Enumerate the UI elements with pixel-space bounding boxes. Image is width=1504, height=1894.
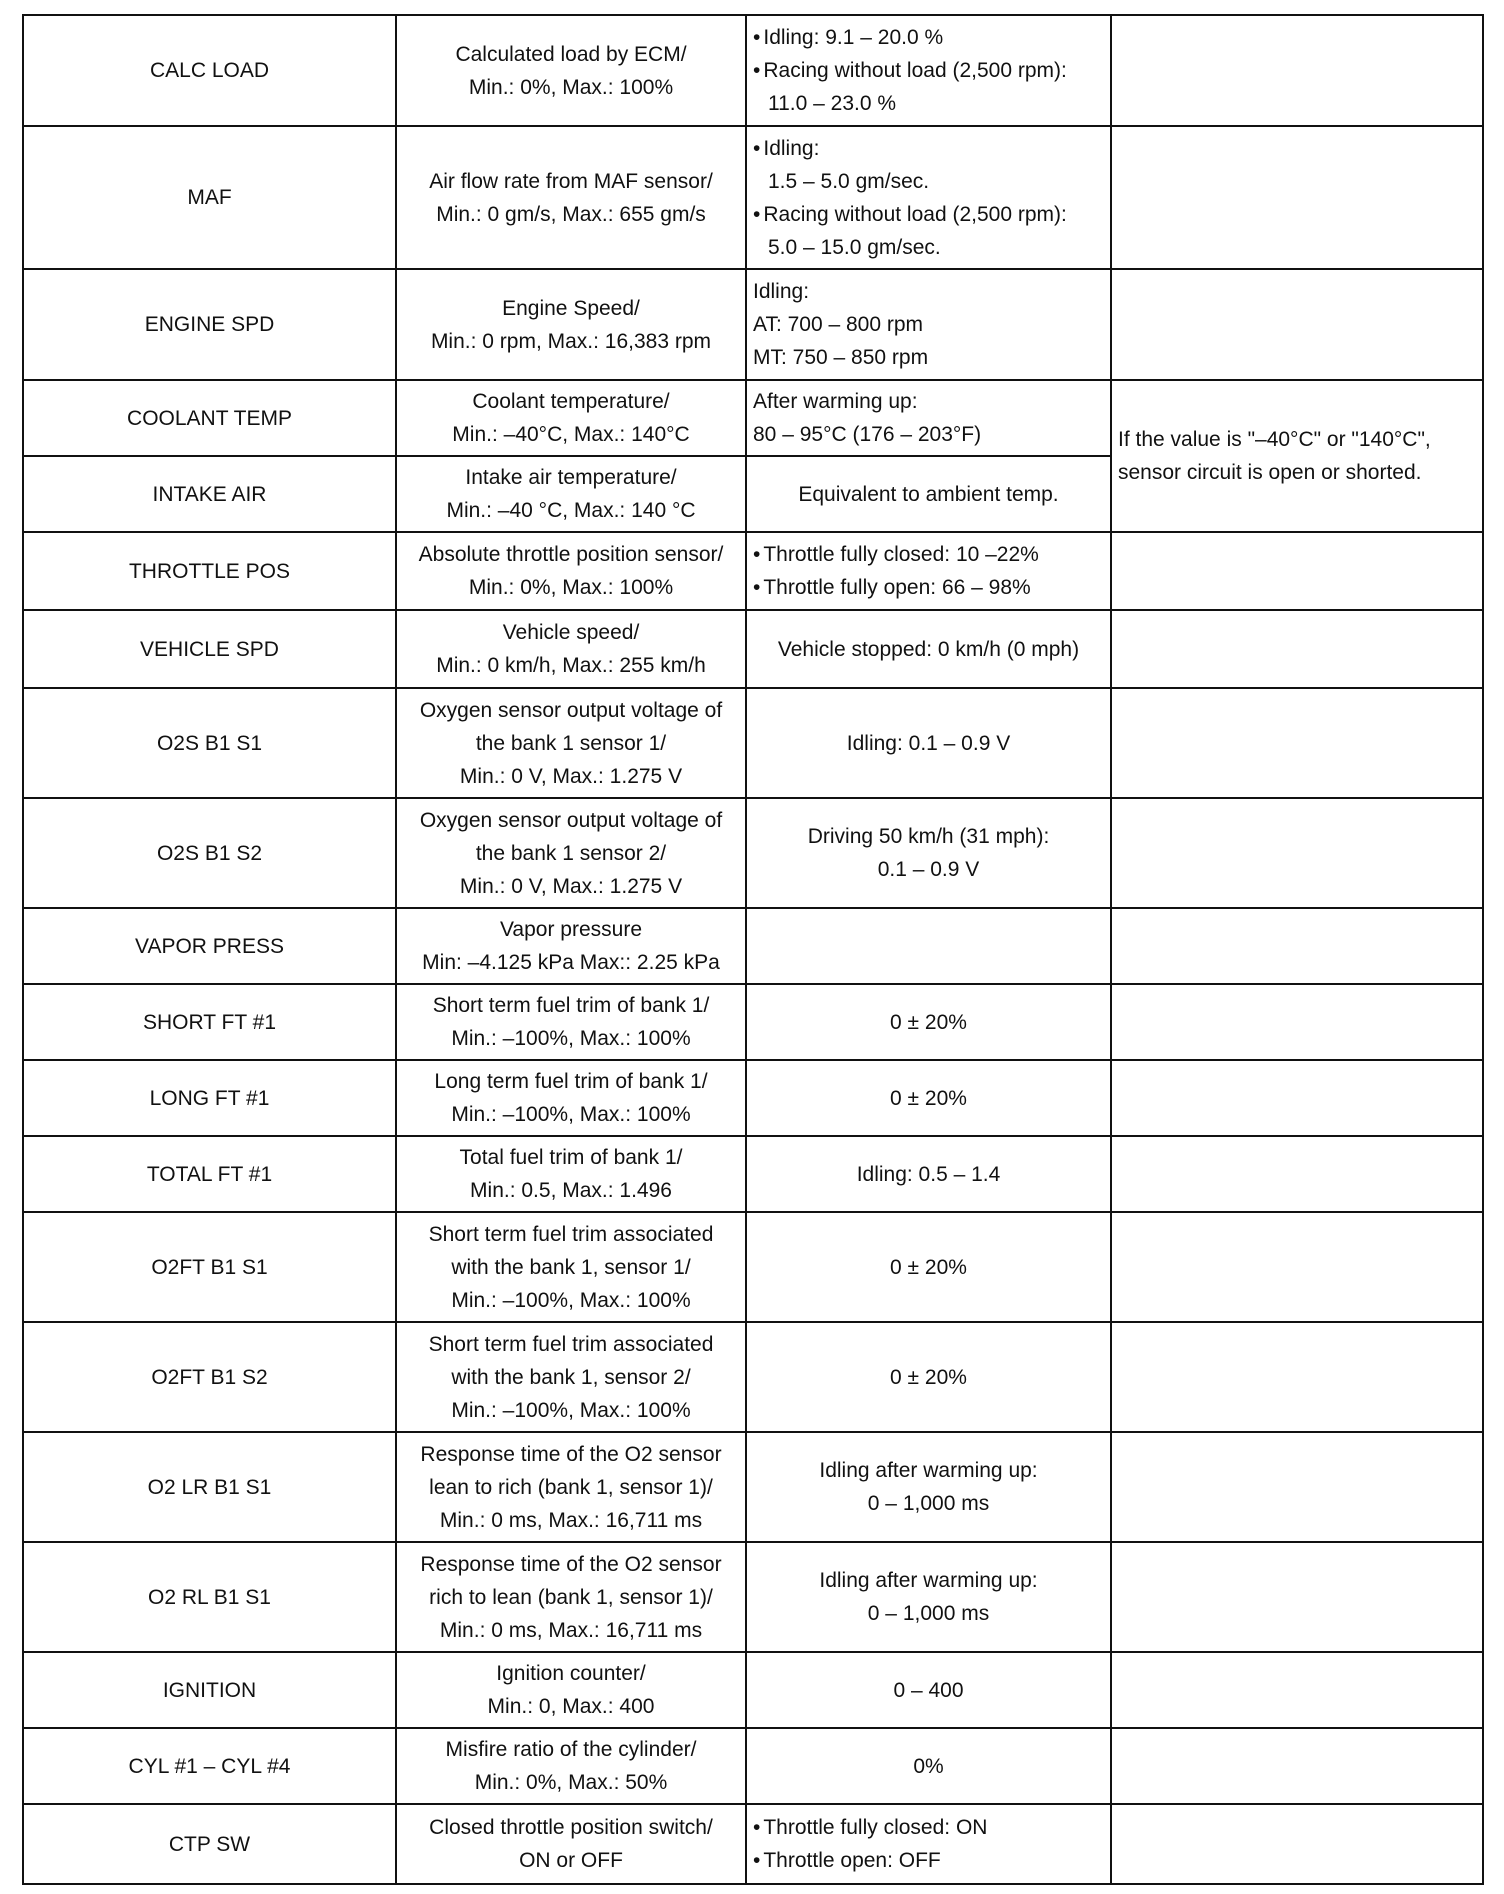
- diagnosis-note-cell-empty: [1111, 1322, 1483, 1432]
- reference-value-cell: [746, 126, 1111, 269]
- item-name-cell: ENGINE SPD: [23, 269, 396, 380]
- description-line: Min.: 0 V, Max.: 1.275 V: [459, 764, 683, 788]
- reference-value-cell: [746, 1060, 1111, 1136]
- reference-value-cell: [746, 1728, 1111, 1804]
- reference-value-cell: [746, 1542, 1111, 1652]
- description-line: Min.: –40 °C, Max.: 140 °C: [446, 499, 696, 522]
- item-name-cell: O2 LR B1 S1: [23, 1432, 396, 1542]
- description-line: Short term fuel trim associated: [428, 1222, 714, 1246]
- reference-line: 0 ± 20%: [890, 1365, 967, 1389]
- reference-line: Idling after warming up:: [819, 1569, 1038, 1592]
- description-line: Min.: –100%, Max.: 100%: [451, 1288, 691, 1312]
- reference-line: Equivalent to ambient temp.: [798, 482, 1059, 506]
- description-line: Calculated load by ECM/: [455, 42, 687, 66]
- bullet-item: • Idling: 9.1 – 20.0 %: [753, 21, 1104, 54]
- item-name-cell: SHORT FT #1: [23, 984, 396, 1060]
- description-line: Oxygen sensor output voltage of: [419, 808, 723, 832]
- reference-value-cell: [746, 456, 1111, 532]
- description-line: Closed throttle position switch/: [429, 1816, 713, 1839]
- description-line: ON or OFF: [519, 1849, 623, 1872]
- description-cell: [396, 984, 746, 1060]
- table-row: [23, 1432, 1483, 1542]
- bullet-item: • Throttle fully closed: 10 –22%: [753, 538, 1104, 571]
- table-row: [23, 1652, 1483, 1728]
- reference-value-cell: [746, 269, 1111, 380]
- description-line: Min.: 0 V, Max.: 1.275 V: [459, 874, 683, 898]
- description-line: Min: –4.125 kPa Max:: 2.25 kPa: [422, 951, 720, 974]
- diagnosis-note-line: If the value is "–40°C" or "140°C",: [1118, 428, 1431, 451]
- diagnosis-note-cell-empty: [1111, 1542, 1483, 1652]
- reference-line: After warming up:: [753, 390, 918, 413]
- reference-line: 5.0 – 15.0 gm/sec.: [768, 235, 941, 259]
- table-row: [23, 1060, 1483, 1136]
- diagnosis-note-cell-empty: [1111, 269, 1483, 380]
- data-list-table: [22, 14, 1484, 1885]
- item-name-cell: CALC LOAD: [23, 15, 396, 126]
- diagnosis-note-cell-empty: [1111, 532, 1483, 610]
- reference-value-cell: [746, 610, 1111, 688]
- diagnosis-note-cell: [1111, 380, 1483, 532]
- description-line: Coolant temperature/: [472, 390, 670, 413]
- description-cell: [396, 1432, 746, 1542]
- item-name-cell: VAPOR PRESS: [23, 908, 396, 984]
- description-line: Misfire ratio of the cylinder/: [445, 1738, 697, 1761]
- description-cell: [396, 456, 746, 532]
- reference-line: 0 ± 20%: [890, 1010, 967, 1034]
- reference-value-cell: [746, 380, 1111, 456]
- description-line: lean to rich (bank 1, sensor 1)/: [429, 1475, 713, 1499]
- item-name-cell: COOLANT TEMP: [23, 380, 396, 456]
- description-cell: [396, 908, 746, 984]
- reference-value-cell: [746, 532, 1111, 610]
- description-line: Min.: –100%, Max.: 100%: [451, 1027, 691, 1050]
- description-cell: [396, 1804, 746, 1884]
- reference-line: 11.0 – 23.0 %: [768, 92, 897, 115]
- description-line: Absolute throttle position sensor/: [418, 543, 724, 566]
- diagnosis-note-cell-empty: [1111, 688, 1483, 798]
- item-name-cell: O2S B1 S1: [23, 688, 396, 798]
- diagnosis-note-cell-empty: [1111, 610, 1483, 688]
- diagnosis-note-cell-empty: [1111, 1136, 1483, 1212]
- item-name-cell: IGNITION: [23, 1652, 396, 1728]
- description-cell: [396, 1542, 746, 1652]
- description-line: Min.: 0 ms, Max.: 16,711 ms: [439, 1618, 703, 1642]
- item-name-cell: MAF: [23, 126, 396, 269]
- diagnosis-note-cell-empty: [1111, 1432, 1483, 1542]
- description-line: Min.: 0%, Max.: 50%: [474, 1771, 668, 1794]
- bullet-item: • Racing without load (2,500 rpm):: [753, 198, 1104, 231]
- description-line: Response time of the O2 sensor: [420, 1442, 722, 1466]
- description-cell: [396, 1652, 746, 1728]
- reference-line: 0 ± 20%: [890, 1255, 967, 1279]
- description-cell: [396, 1136, 746, 1212]
- reference-line: Idling after warming up:: [819, 1459, 1038, 1482]
- description-line: Air flow rate from MAF sensor/: [429, 169, 713, 193]
- description-line: Min.: 0.5, Max.: 1.496: [470, 1179, 672, 1202]
- diagnosis-note-line: sensor circuit is open or shorted.: [1118, 461, 1422, 484]
- description-cell: [396, 269, 746, 380]
- table-body: [23, 15, 1483, 1884]
- item-name-cell: INTAKE AIR: [23, 456, 396, 532]
- item-name-cell: O2S B1 S2: [23, 798, 396, 908]
- description-line: Min.: –100%, Max.: 100%: [451, 1103, 691, 1126]
- description-line: Min.: –100%, Max.: 100%: [451, 1398, 691, 1422]
- reference-line: 0.1 – 0.9 V: [877, 858, 980, 881]
- bullet-item: • Racing without load (2,500 rpm):: [753, 54, 1104, 87]
- description-line: Oxygen sensor output voltage of: [419, 698, 723, 722]
- description-line: with the bank 1, sensor 2/: [451, 1365, 691, 1389]
- reference-line: MT: 750 – 850 rpm: [753, 346, 929, 369]
- diagnosis-note-cell-empty: [1111, 1060, 1483, 1136]
- description-line: Engine Speed/: [502, 296, 640, 320]
- description-line: Min.: –40°C, Max.: 140°C: [452, 423, 690, 446]
- description-cell: [396, 688, 746, 798]
- table-row: [23, 1322, 1483, 1432]
- item-name-cell: CYL #1 – CYL #4: [23, 1728, 396, 1804]
- description-cell: [396, 532, 746, 610]
- reference-value-cell: [746, 1804, 1111, 1884]
- reference-line: 0 – 1,000 ms: [867, 1602, 990, 1625]
- diagnosis-note-cell-empty: [1111, 908, 1483, 984]
- description-line: the bank 1 sensor 1/: [475, 731, 667, 755]
- description-line: Long term fuel trim of bank 1/: [434, 1070, 708, 1093]
- item-name-cell: O2FT B1 S1: [23, 1212, 396, 1322]
- reference-value-cell: [746, 1212, 1111, 1322]
- table-row: [23, 1212, 1483, 1322]
- description-line: Short term fuel trim associated: [428, 1332, 714, 1356]
- description-line: Response time of the O2 sensor: [420, 1552, 722, 1576]
- description-line: Total fuel trim of bank 1/: [459, 1146, 683, 1169]
- reference-value-cell: [746, 1322, 1111, 1432]
- item-name-cell: TOTAL FT #1: [23, 1136, 396, 1212]
- description-line: Intake air temperature/: [465, 466, 677, 489]
- description-cell: [396, 126, 746, 269]
- reference-value-cell: [746, 1432, 1111, 1542]
- table-row: [23, 984, 1483, 1060]
- reference-line: 1.5 – 5.0 gm/sec.: [768, 169, 930, 193]
- reference-line: Idling: 0.1 – 0.9 V: [846, 731, 1011, 755]
- item-name-cell: VEHICLE SPD: [23, 610, 396, 688]
- description-line: Vapor pressure: [499, 918, 643, 941]
- description-cell: [396, 1212, 746, 1322]
- reference-line: 0 ± 20%: [890, 1086, 967, 1110]
- description-cell: [396, 380, 746, 456]
- table-row: [23, 532, 1483, 610]
- description-line: Min.: 0, Max.: 400: [487, 1695, 655, 1718]
- reference-line: Idling: 0.5 – 1.4: [856, 1162, 1001, 1186]
- description-line: Min.: 0 ms, Max.: 16,711 ms: [439, 1508, 703, 1532]
- description-line: Vehicle speed/: [502, 621, 640, 644]
- reference-value-cell: [746, 798, 1111, 908]
- reference-value-cell: [746, 908, 1111, 984]
- item-name-cell: O2 RL B1 S1: [23, 1542, 396, 1652]
- description-cell: [396, 1322, 746, 1432]
- bullet-item: • Idling:: [753, 132, 1104, 165]
- reference-line: AT: 700 – 800 rpm: [753, 313, 924, 336]
- table-row: [23, 126, 1483, 269]
- table-row: [23, 798, 1483, 908]
- description-cell: [396, 1728, 746, 1804]
- table-row: [23, 15, 1483, 126]
- table-row: [23, 908, 1483, 984]
- item-name-cell: THROTTLE POS: [23, 532, 396, 610]
- table-row: [23, 1136, 1483, 1212]
- reference-value-cell: [746, 688, 1111, 798]
- description-cell: [396, 1060, 746, 1136]
- reference-line: Vehicle stopped: 0 km/h (0 mph): [777, 637, 1080, 661]
- item-name-cell: CTP SW: [23, 1804, 396, 1884]
- description-line: Min.: 0%, Max.: 100%: [468, 576, 674, 599]
- table-row: [23, 610, 1483, 688]
- reference-value-cell: [746, 15, 1111, 126]
- diagnosis-note-cell-empty: [1111, 126, 1483, 269]
- description-cell: [396, 798, 746, 908]
- item-name-cell: O2FT B1 S2: [23, 1322, 396, 1432]
- description-line: Short term fuel trim of bank 1/: [432, 994, 710, 1017]
- diagnosis-note-cell-empty: [1111, 798, 1483, 908]
- diagnosis-note-cell-empty: [1111, 1804, 1483, 1884]
- table-row: [23, 688, 1483, 798]
- diagnosis-note-cell-empty: [1111, 1728, 1483, 1804]
- bullet-item: • Throttle open: OFF: [753, 1844, 1104, 1877]
- reference-line: 0 – 1,000 ms: [867, 1492, 990, 1515]
- description-cell: [396, 15, 746, 126]
- description-line: Ignition counter/: [496, 1662, 646, 1685]
- description-line: rich to lean (bank 1, sensor 1)/: [429, 1585, 713, 1609]
- table-row: [23, 380, 1483, 456]
- bullet-item: • Throttle fully open: 66 – 98%: [753, 571, 1104, 604]
- diagnosis-note-cell-empty: [1111, 1212, 1483, 1322]
- diagnosis-note-cell-empty: [1111, 1652, 1483, 1728]
- table-row: [23, 1728, 1483, 1804]
- description-line: with the bank 1, sensor 1/: [451, 1255, 691, 1279]
- description-line: Min.: 0 km/h, Max.: 255 km/h: [436, 654, 706, 677]
- reference-line: Idling:: [753, 280, 810, 303]
- reference-line: Driving 50 km/h (31 mph):: [807, 825, 1050, 848]
- description-cell: [396, 610, 746, 688]
- reference-value-cell: [746, 1652, 1111, 1728]
- description-line: Min.: 0 rpm, Max.: 16,383 rpm: [430, 329, 712, 353]
- reference-line: 0 – 400: [893, 1678, 964, 1702]
- description-line: the bank 1 sensor 2/: [475, 841, 667, 865]
- item-name-cell: LONG FT #1: [23, 1060, 396, 1136]
- description-line: Min.: 0%, Max.: 100%: [468, 75, 674, 99]
- reference-line: 80 – 95°C (176 – 203°F): [753, 423, 982, 446]
- reference-line: 0%: [913, 1754, 944, 1778]
- table-row: [23, 269, 1483, 380]
- table-row: [23, 1804, 1483, 1884]
- diagnosis-note-cell-empty: [1111, 984, 1483, 1060]
- reference-value-cell: [746, 984, 1111, 1060]
- reference-value-cell: [746, 1136, 1111, 1212]
- table-row: [23, 1542, 1483, 1652]
- description-line: Min.: 0 gm/s, Max.: 655 gm/s: [436, 202, 706, 226]
- diagnosis-note-cell-empty: [1111, 15, 1483, 126]
- bullet-item: • Throttle fully closed: ON: [753, 1811, 1104, 1844]
